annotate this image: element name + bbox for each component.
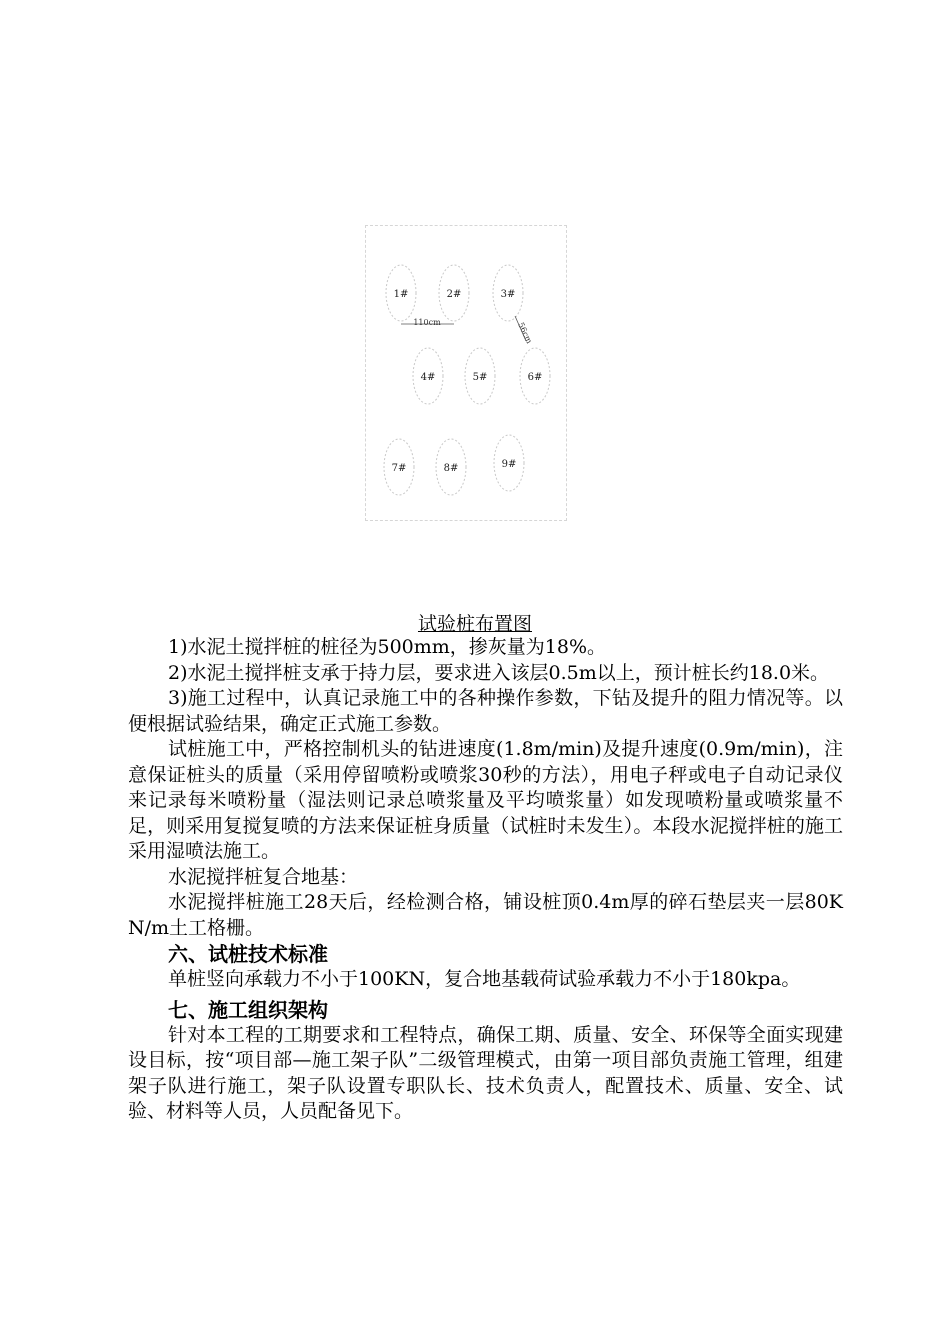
paragraph: 单桩竖向承载力不小于100KN，复合地基载荷试验承载力不小于180kpa。 bbox=[168, 968, 801, 990]
paragraph: 针对本工程的工期要求和工程特点，确保工期、质量、安全、环保等全面实现建设目标，按“项目部—施工架子队”二级管理模式，由第一项目部负责施工管理，组建架子队进行施工，架子队设置专职队长、技术负责人，配置技术、质量、安全、试验、材料等人员，人员配备见下。 bbox=[128, 1023, 843, 1122]
spacing-dimension-label: 110cm bbox=[413, 318, 441, 327]
paragraph: 1)水泥土搅拌桩的桩径为500mm，掺灰量为18%。 bbox=[168, 636, 607, 658]
section-heading: 七、施工组织架构 bbox=[168, 997, 328, 1022]
pile-label: 2# bbox=[446, 289, 462, 300]
pile-label: 7# bbox=[391, 463, 407, 474]
paragraph: 水泥搅拌桩复合地基： bbox=[168, 865, 359, 888]
figure-caption-text: 试验桩布置图 bbox=[417, 613, 532, 635]
pile-label: 9# bbox=[501, 459, 517, 470]
pile-label: 5# bbox=[472, 372, 488, 383]
pile-label: 3# bbox=[500, 289, 516, 300]
pile-layout-figure bbox=[365, 225, 567, 521]
figure-caption bbox=[0, 612, 950, 636]
paragraph: 试桩施工中，严格控制机头的钻进速度(1.8m/min)及提升速度(0.9m/min)，注意保证桩头的质量（采用停留喷粉或喷浆30秒的方法），用电子秤或电子自动记录仪来记录每米喷粉量（湿法则记录总喷浆量及平均喷浆量）如发现喷粉量或喷浆量不足，则采用复搅复喷的方法来保证桩身质量（试桩时未发生）。本段水泥搅拌桩的施工采用湿喷法施工。 bbox=[128, 738, 843, 862]
paragraph: 2)水泥土搅拌桩支承于持力层，要求进入该层0.5m以上，预计桩长约18.0米。 bbox=[168, 661, 830, 684]
document-body bbox=[128, 635, 843, 1125]
pile-layout-diagram bbox=[366, 226, 568, 522]
diagonal-dimension-label: 56cm bbox=[516, 321, 534, 346]
pile-label: 4# bbox=[420, 372, 436, 383]
paragraph: 水泥搅拌桩施工28天后，经检测合格，铺设桩顶0.4m厚的碎石垫层夹一层80KN/m土工格栅。 bbox=[128, 891, 843, 939]
paragraph: 3)施工过程中，认真记录施工中的各种操作参数，下钻及提升的阻力情况等。以便根据试验结果，确定正式施工参数。 bbox=[128, 687, 843, 735]
pile-label: 1# bbox=[393, 289, 409, 300]
section-heading: 六、试桩技术标准 bbox=[168, 942, 328, 966]
pile-label: 6# bbox=[527, 372, 543, 383]
pile-label: 8# bbox=[443, 463, 459, 474]
